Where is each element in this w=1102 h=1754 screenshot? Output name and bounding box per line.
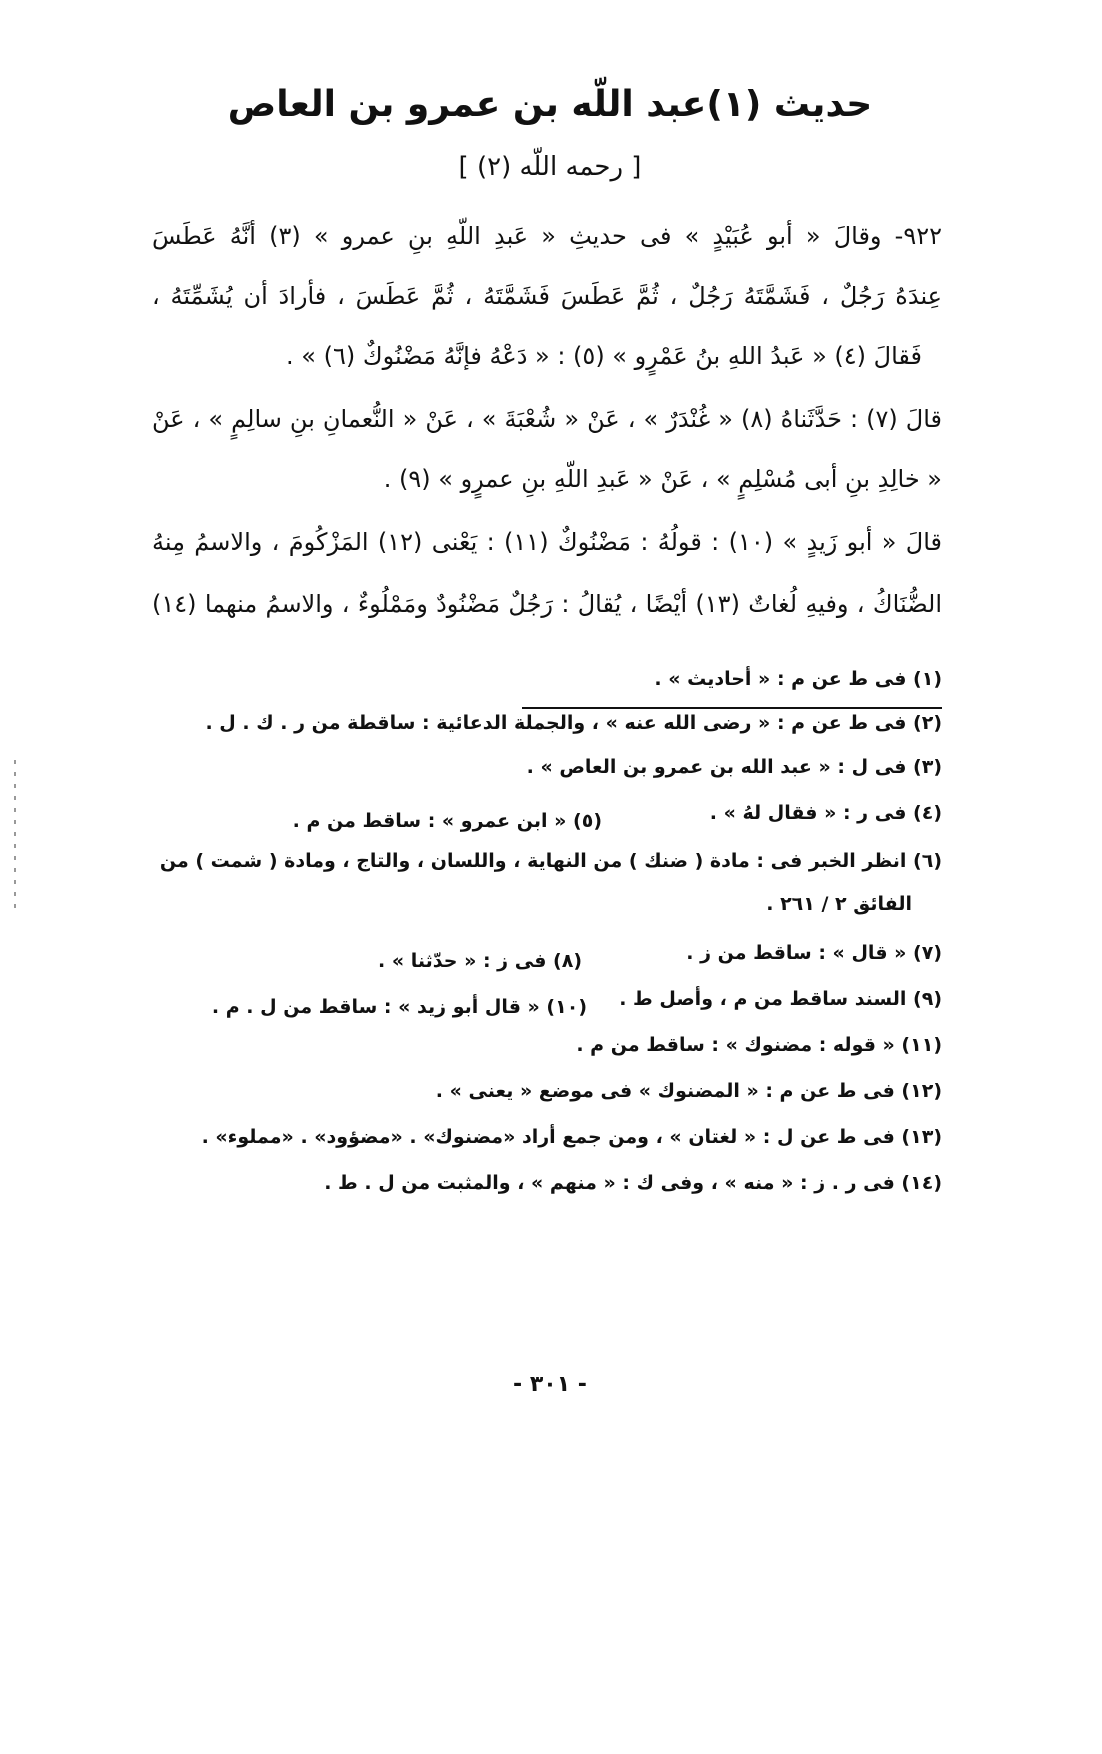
- footnote-12: (١٢) فى ط عن م : « المضنوك » فى موضع « يعنى » .: [435, 1080, 942, 1102]
- body-line-2: عِندَهُ رَجُلٌ ، فَشَمَّتَهُ رَجُلٌ ، ثُمَّ عَطَسَ فَشَمَّتَهُ ، ثُمَّ عَطَسَ ، فأرادَ أن يُشَمِّتَهُ ،: [152, 282, 942, 310]
- footnote-14: (١٤) فى ر . ز : « منه » ، وفى ك : « منهم » ، والمثبت من ل . ط .: [324, 1172, 942, 1194]
- scan-margin-mark: [14, 760, 16, 910]
- footnote-6a: (٦) انظر الخبر فى : مادة ( ضنك ) من النهاية ، واللسان ، والتاج ، ومادة ( شمت ) من: [159, 850, 942, 872]
- footnote-9: (٩) السند ساقط من م ، وأصل ط .: [619, 988, 942, 1010]
- footnote-13: (١٣) فى ط عن ل : « لغتان » ، ومن جمع أراد «مضنوك» . «مضؤود» . «مملوء» .: [201, 1126, 942, 1148]
- footnote-divider: [522, 707, 942, 709]
- body-line-4: قالَ (٧) : حَدَّثَناهُ (٨) « غُنْدَرٌ » ، عَنْ « شُعْبَةَ » ، عَنْ « النُّعمانِ بنِ سالِمٍ » ، عَنْ: [152, 405, 942, 433]
- body-line-1: ٩٢٢- وقالَ « أبو عُبَيْدٍ » فى حديثِ « عَبدِ اللّهِ بنِ عمرو » (٣) أنَّهُ عَطَسَ: [152, 222, 942, 250]
- page-number: - ٣٠١ -: [513, 1372, 587, 1397]
- footnote-4: (٤) فى ر : « فقال لهُ » .: [709, 802, 942, 824]
- body-line-7: الضُّنَاكُ ، وفيهِ لُغاتٌ (١٣) أيْضًا ، يُقالُ : رَجُلٌ مَضْنُودٌ ومَمْلُوءٌ ، والاسمُ منهما (١٤): [152, 590, 942, 618]
- footnote-10: (١٠) « قال أبو زيد » : ساقط من ل . م .: [211, 996, 587, 1018]
- page-title: حديث (١)عبد اللّه بن عمرو بن العاص: [227, 84, 873, 125]
- page-subtitle: [ رحمه اللّه (٢) ]: [458, 152, 642, 182]
- footnote-5: (٥) « ابن عمرو » : ساقط من م .: [292, 810, 602, 832]
- footnote-8: (٨) فى ز : « حدّثنا » .: [378, 950, 582, 972]
- footnote-7: (٧) « قال » : ساقط من ز .: [686, 942, 942, 964]
- footnote-1: (١) فى ط عن م : « أحاديث » .: [654, 668, 942, 690]
- footnote-11: (١١) « قوله : مضنوك » : ساقط من م .: [576, 1034, 942, 1056]
- footnote-2: (٢) فى ط عن م : « رضى الله عنه » ، والجملة الدعائية : ساقطة من ر . ك . ل .: [205, 712, 942, 734]
- footnote-6b: الفائق ٢ / ٢٦١ .: [766, 893, 912, 915]
- footnote-3: (٣) فى ل : « عبد الله بن عمرو بن العاص » .: [526, 756, 942, 778]
- body-line-5: « خالِدِ بنِ أبى مُسْلِمٍ » ، عَنْ « عَبدِ اللّهِ بنِ عمرٍو » (٩) .: [383, 465, 942, 493]
- body-line-6: قالَ « أبو زَيدٍ » (١٠) : قولُهُ : مَضْنُوكٌ (١١) : يَعْنى (١٢) المَزْكُومَ ، والاسمُ مِنهُ: [152, 528, 943, 556]
- body-line-3: فَقالَ (٤) « عَبدُ اللهِ بنُ عَمْرٍو » (٥) : « دَعْهُ فإنَّهُ مَضْنُوكٌ (٦) » .: [286, 342, 922, 370]
